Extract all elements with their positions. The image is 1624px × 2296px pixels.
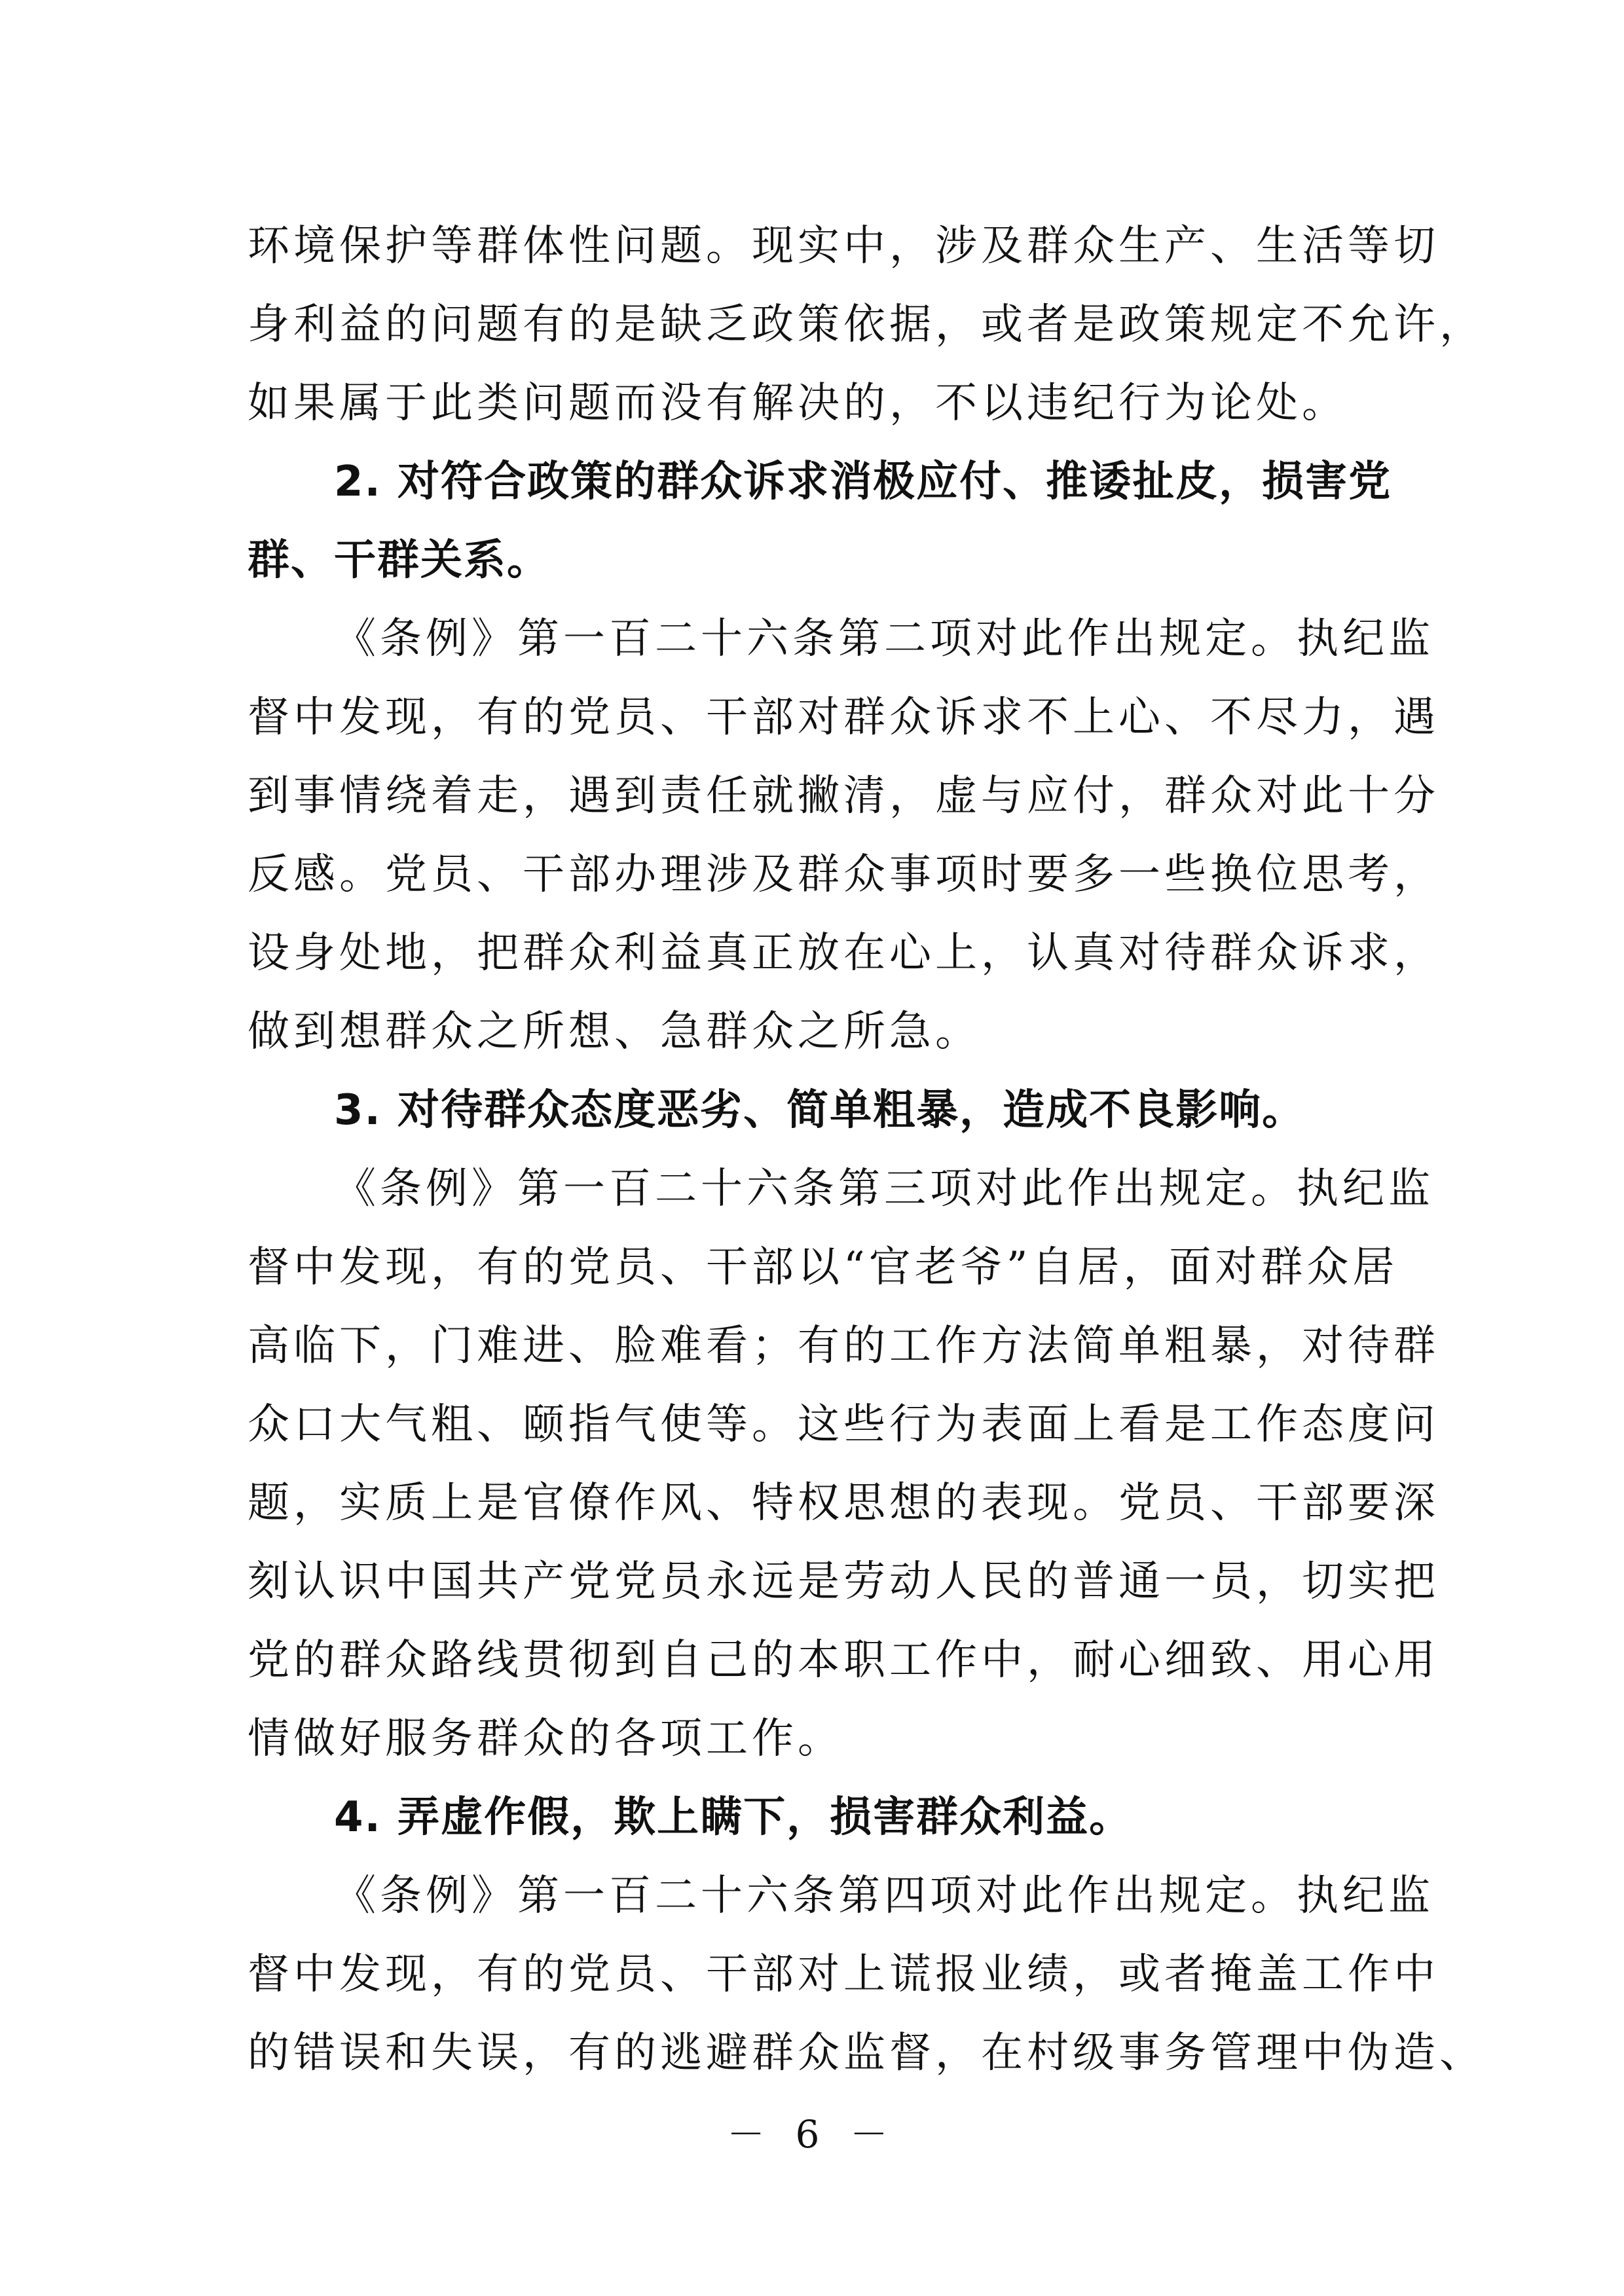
body-text-line: 设身处地，把群众利益真正放在心上，认真对待群众诉求， [248, 929, 1439, 977]
body-text-line: 高临下，门难进、脸难看；有的工作方法简单粗暴，对待群 [248, 1322, 1439, 1370]
body-text-line: 反感。党员、干部办理涉及群众事项时要多一些换位思考， [248, 850, 1439, 899]
body-text-line: 《条例》第一百二十六条第四项对此作出规定。执纪监 [334, 1872, 1434, 1920]
body-text-line: 督中发现，有的党员、干部以“官老爷”自居，面对群众居 [248, 1243, 1399, 1292]
body-text-line: 督中发现，有的党员、干部对上谎报业绩，或者掩盖工作中 [248, 1950, 1439, 1999]
body-text-line: 刻认识中国共产党党员永远是劳动人民的普通一员，切实把 [248, 1558, 1439, 1606]
section-heading-2-continued: 群、干群关系。 [248, 536, 550, 585]
section-heading-4: 4. 弄虚作假，欺上瞒下，损害群众利益。 [334, 1793, 1133, 1842]
body-text-line: 做到想群众之所想、急群众之所急。 [248, 1008, 981, 1056]
body-text-line: 《条例》第一百二十六条第二项对此作出规定。执纪监 [334, 615, 1434, 663]
body-text-line: 题，实质上是官僚作风、特权思想的表现。党员、干部要深 [248, 1479, 1439, 1527]
body-text-line: 到事情绕着走，遇到责任就撇清，虚与应付，群众对此十分 [248, 772, 1439, 820]
section-heading-2: 2. 对符合政策的群众诉求消极应付、推诿扯皮，损害党 [334, 458, 1392, 506]
page-number: － 6 － [727, 2112, 897, 2157]
body-text-line: 《条例》第一百二十六条第三项对此作出规定。执纪监 [334, 1165, 1434, 1213]
section-heading-3: 3. 对待群众态度恶劣、简单粗暴，造成不良影响。 [334, 1086, 1306, 1135]
body-text-line: 情做好服务群众的各项工作。 [248, 1715, 843, 1763]
body-text-line: 身利益的问题有的是缺乏政策依据，或者是政策规定不允许， [248, 301, 1485, 349]
body-text-line: 的错误和失误，有的逃避群众监督，在村级事务管理中伪造、 [248, 2029, 1485, 2077]
body-text-line: 督中发现，有的党员、干部对群众诉求不上心、不尽力，遇 [248, 693, 1439, 742]
body-text-line: 如果属于此类问题而没有解决的，不以违纪行为论处。 [248, 379, 1348, 428]
body-text-line: 众口大气粗、颐指气使等。这些行为表面上看是工作态度问 [248, 1400, 1439, 1449]
body-text-line: 环境保护等群体性问题。现实中，涉及群众生产、生活等切 [248, 222, 1439, 270]
body-text-line: 党的群众路线贯彻到自己的本职工作中，耐心细致、用心用 [248, 1636, 1439, 1685]
